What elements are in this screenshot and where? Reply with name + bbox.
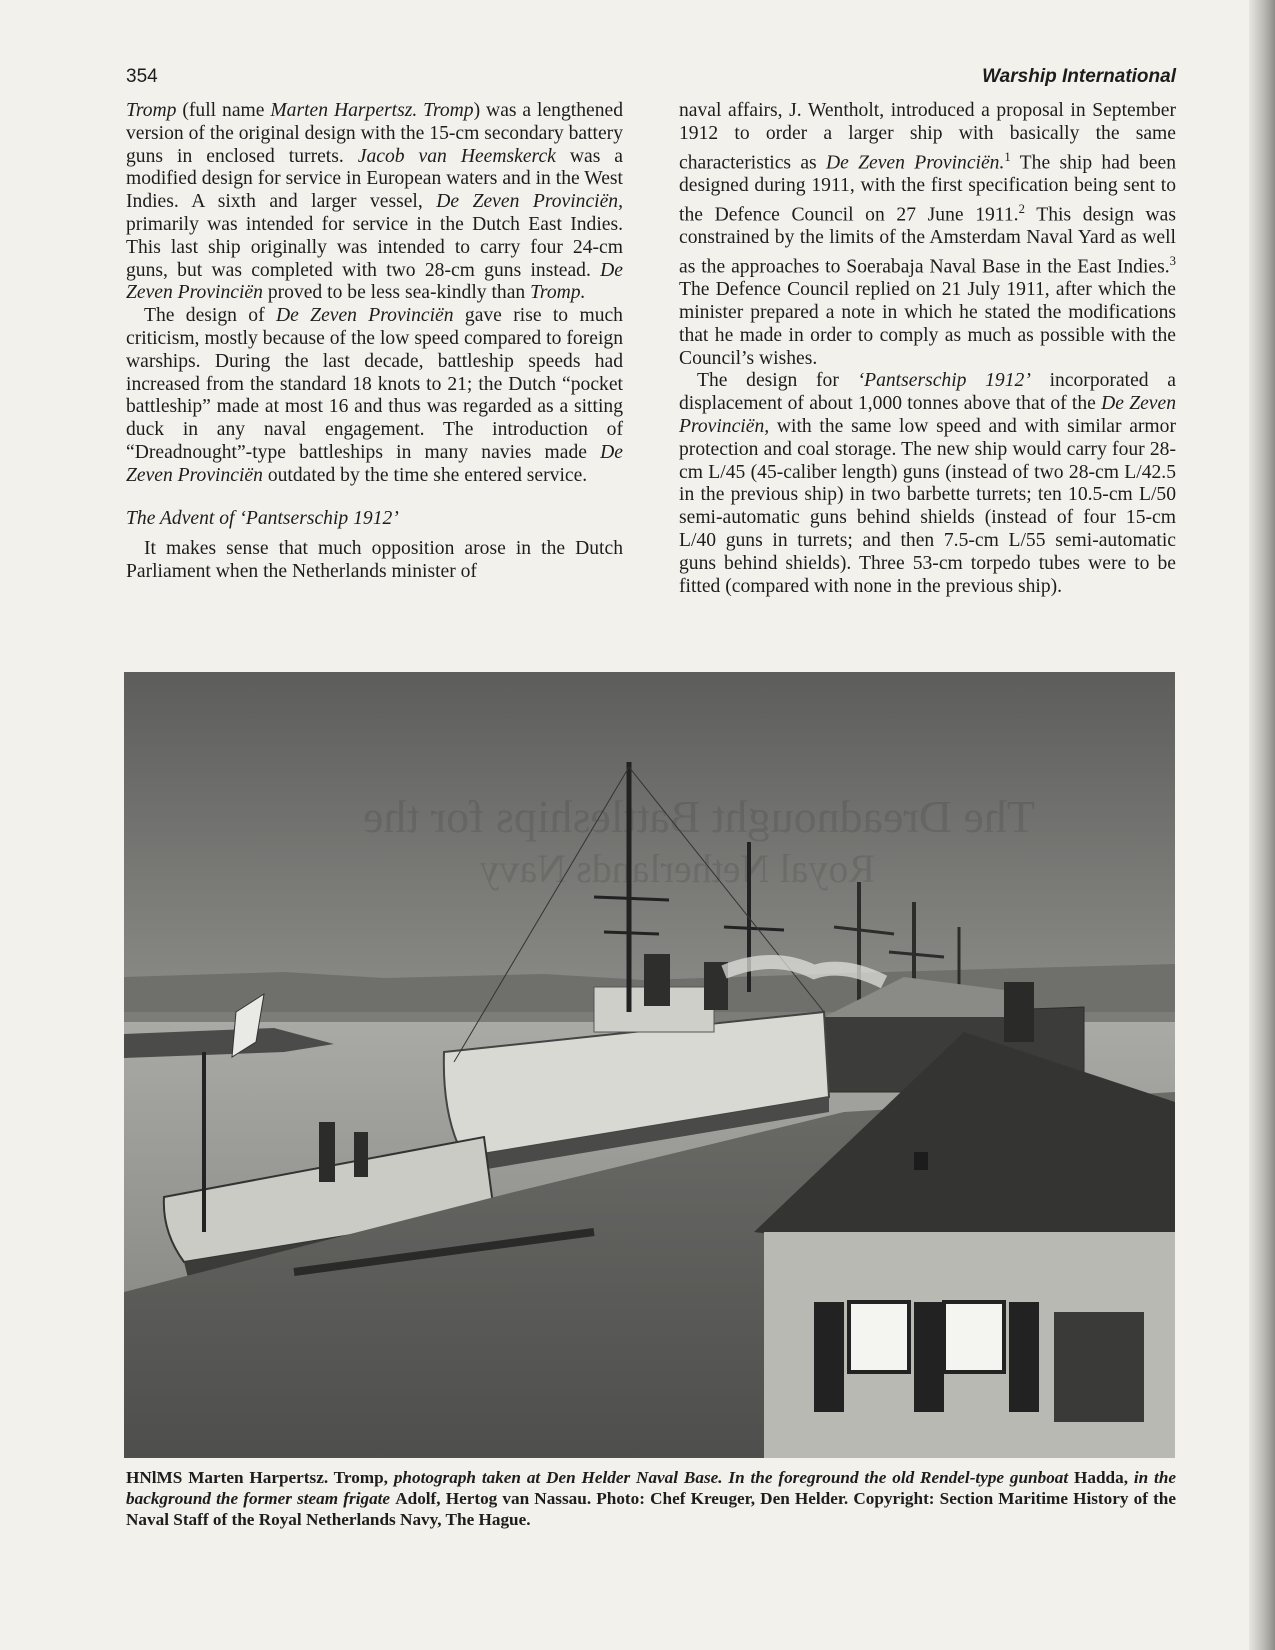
text-run: The design for (697, 370, 858, 392)
text-run: primarily was intended for service in the Dutch East Indies. This last ship originally was intended to carry four 24-cm guns, but was completed with two 28-cm guns instead. (126, 213, 623, 281)
text-run: This design was constrained by the limits of the Amsterdam Naval Yard as well as the approaches to Soerabaja Naval Base in the East Indies. (679, 204, 1176, 278)
text-run: The ship had been designed during 1911, with the first specification being sent to the Defence Council on 27 June 1911. (679, 152, 1176, 226)
right-paragraph-2 (679, 370, 1176, 598)
text-run: in the background the former steam frigate (126, 1468, 1177, 1508)
running-header (126, 66, 1176, 92)
text-run: De Zeven Provinciën (126, 441, 623, 486)
section-subheading: The Advent of ‘Pantserschip 1912’ (126, 507, 399, 529)
journal-title: Warship International (982, 66, 1176, 87)
text-run: ‘Pantserschip 1912’ (857, 370, 1031, 392)
page-number: 354 (126, 66, 158, 87)
text-run: incorporated a displacement of about 1,000 tonnes above that of the (679, 370, 1176, 415)
left-column (126, 100, 623, 584)
text-run: 2 (1018, 201, 1025, 216)
text-run: was a modified design for service in European waters and in the West Indies. A sixth and larger vessel, (126, 145, 624, 213)
text-run: De Zeven Provinciën (275, 305, 454, 327)
left-paragraph-3 (126, 538, 623, 584)
right-column (679, 100, 1176, 598)
text-run: ) was a lengthened version of the original design with the 15-cm secondary battery guns in enclosed turrets. (126, 100, 623, 167)
text-run: Tromp (126, 100, 177, 121)
text-run: HNlMS Marten Harpertsz. Tromp, (126, 1468, 394, 1487)
text-run: Tromp. (530, 282, 586, 304)
text-run: (full name (176, 100, 271, 121)
text-run: De Zeven Provinciën, (679, 393, 1177, 437)
text-run: with the same low speed and with similar armor protection and coal storage. The new ship would carry four 28-cm L/45 (45-caliber length) guns (instead of two 28-cm L/42.5 in the previous ship) in two barbette turrets; ten 10.5-cm L/50 semi-automatic guns behind shields (instead of four 15-cm L/40 guns in turrets; and then 7.5-cm L/55 semi-automatic guns behind shields). Three 53-cm torpedo tubes were to be fitted (compared with none in the previous ship). (679, 415, 1176, 597)
page-edge-shadow (1249, 0, 1275, 1650)
text-run: The design of (144, 305, 276, 327)
text-run: 3 (1169, 253, 1176, 268)
text-run: gave rise to much criticism, mostly because of the low speed compared to foreign warships. During the last decade, battleship speeds had increased from the standard 18 knots to 21; the Dutch “pocket battleship” made at most 16 and thus was regarded as a sitting duck in any naval engagement. The introduction of “Dreadnought”-type battleships in many navies made (126, 305, 623, 463)
text-run: De Zeven Provinciën (126, 259, 623, 304)
text-run: naval affairs, J. Wentholt, introduced a proposal in September 1912 to order a larger ship with basically the same characteristics as (679, 100, 1176, 174)
svg-text:The Dreadnought Battleships fo: The Dreadnought Battleships for the (363, 791, 1035, 842)
text-run: Jacob van Heemskerck (357, 145, 556, 167)
text-run: It makes sense that much opposition arose in the Dutch Parliament when the Netherlands minister of (126, 538, 623, 583)
ship-photo-illustration (124, 672, 1175, 1458)
text-run: Marten Harpertsz. Tromp (270, 100, 474, 121)
text-run: De Zeven Provinciën. (825, 152, 1005, 174)
text-run: Hadda, (1074, 1468, 1134, 1487)
text-run: photograph taken at Den Helder Naval Base. In the foreground the old Rendel-type gunboat (393, 1468, 1075, 1487)
svg-text:Royal Netherlands Navy: Royal Netherlands Navy (479, 846, 875, 891)
harbor-photograph (124, 672, 1175, 1458)
text-run: outdated by the time she entered service. (262, 464, 588, 486)
text-run: Adolf, Hertog van Nassau. Photo: Chef Kreuger, Den Helder. Copyright: Section Maritime History of the Naval Staff of the Royal Netherlands Navy, The Hague. (126, 1489, 1176, 1529)
text-run: proved to be less sea-kindly than (262, 282, 531, 304)
photo-caption (126, 1467, 1176, 1530)
funnel-fore (644, 954, 670, 1006)
right-paragraph-1 (679, 100, 1176, 370)
left-paragraph-1 (126, 100, 623, 305)
left-paragraph-2 (126, 305, 623, 487)
text-run: 1 (1004, 149, 1011, 164)
text-run: The Defence Council replied on 21 July 1911, after which the minister prepared a note in which he stated the modifications that he made in order to comply as much as possible with the Council’s wishes. (679, 279, 1176, 369)
text-run: De Zeven Provinciën, (436, 191, 624, 213)
